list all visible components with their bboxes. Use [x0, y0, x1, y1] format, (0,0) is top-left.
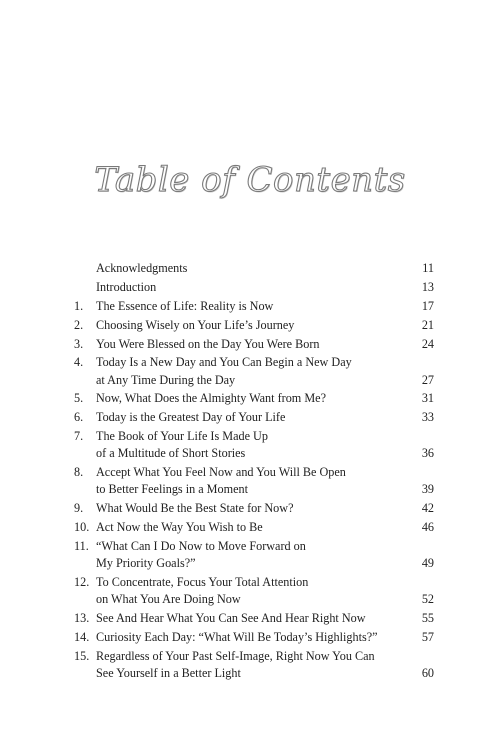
toc-entry	[74, 279, 434, 296]
toc-entry-page-number: 42	[421, 501, 434, 516]
toc-entry-number: 9.	[74, 501, 84, 516]
toc-entry-number: 3.	[74, 336, 84, 351]
toc-entry-page-number: 31	[421, 391, 434, 406]
toc-entry-title	[96, 574, 406, 608]
toc-entry-title	[96, 317, 406, 334]
toc-entry-page-number: 17	[421, 298, 434, 313]
toc-entry-page-number: 24	[421, 336, 434, 351]
toc-entry-page-number: 33	[421, 410, 434, 425]
toc-entry-title-line: on What You Are Doing Now	[96, 592, 241, 607]
toc-entry-title-line: See Yourself in a Better Light	[96, 665, 241, 680]
toc-entry-title-line: Choosing Wisely on Your Life’s Journey	[96, 317, 295, 332]
toc-entry-number: 14.	[74, 629, 90, 644]
toc-entry-number: 10.	[74, 520, 90, 535]
toc-entry-title-line: of a Multitude of Short Stories	[96, 446, 246, 461]
toc-entry-number: 5.	[74, 391, 84, 406]
toc-entry-title-line: Introduction	[96, 279, 157, 294]
toc-entry	[74, 610, 434, 627]
toc-entry-page-number: 60	[421, 665, 434, 680]
toc-entry-title	[96, 538, 406, 572]
toc-entry	[74, 428, 434, 462]
toc-entry-title	[96, 610, 406, 627]
toc-entry-number: 7.	[74, 429, 84, 444]
toc-entry-page-number: 36	[421, 446, 434, 461]
toc-entry-page-number: 49	[421, 556, 434, 571]
toc-entry	[74, 298, 434, 315]
toc-entry-title	[96, 648, 406, 682]
toc-entry-page-number: 11	[422, 261, 434, 275]
toc-entry	[74, 336, 434, 353]
toc-entry-number: 15.	[74, 648, 90, 663]
toc-entry-title	[96, 409, 406, 426]
toc-entry-title-line: Now, What Does the Almighty Want from Me?	[96, 391, 326, 406]
toc-entry-page-number: 52	[421, 592, 434, 607]
toc-entry-number: 1.	[74, 298, 84, 313]
page-title: Table of Contents	[94, 160, 406, 200]
toc-entry-number: 4.	[74, 355, 84, 370]
toc-entry	[74, 538, 434, 572]
toc-entry-title-line: You Were Blessed on the Day You Were Born	[96, 336, 320, 351]
toc-entry-number: 11.	[74, 538, 89, 553]
toc-entry-title	[96, 354, 406, 388]
toc-entry-page-number: 21	[421, 317, 434, 332]
toc-entry-number: 2.	[74, 317, 84, 332]
toc-entry-title-line: To Concentrate, Focus Your Total Attention	[96, 574, 309, 589]
toc-entry-title-line: What Would Be the Best State for Now?	[96, 501, 294, 516]
toc-entry-title	[96, 428, 406, 462]
table-of-contents-list	[74, 260, 434, 682]
toc-entry-title-line: Today is the Greatest Day of Your Life	[96, 410, 286, 425]
toc-entry-title	[96, 390, 406, 407]
toc-entry-title	[96, 629, 406, 646]
toc-entry-title-line: Today Is a New Day and You Can Begin a New Day	[96, 355, 352, 370]
toc-entry-page-number: 55	[421, 610, 434, 625]
toc-entry-title-line: Regardless of Your Past Self-Image, Right Now You Can	[96, 648, 375, 663]
toc-entry-title-line: See And Hear What You Can See And Hear Right Now	[96, 610, 366, 625]
toc-entry-number: 13.	[74, 610, 90, 625]
toc-entry	[74, 500, 434, 517]
toc-entry-title-line: My Priority Goals?”	[96, 556, 196, 571]
toc-entry	[74, 648, 434, 682]
toc-entry-title-line: Curiosity Each Day: “What Will Be Today’s Highlights?”	[96, 629, 378, 644]
toc-entry	[74, 390, 434, 407]
toc-entry-title-line: Accept What You Feel Now and You Will Be Open	[96, 465, 346, 480]
toc-entry-title	[96, 279, 406, 296]
toc-entry	[74, 629, 434, 646]
toc-entry-page-number: 13	[421, 279, 434, 294]
toc-entry	[74, 354, 434, 388]
toc-entry-title	[96, 519, 406, 536]
toc-entry-page-number: 39	[421, 482, 434, 497]
toc-entry-title	[96, 500, 406, 517]
toc-entry	[74, 574, 434, 608]
toc-entry-number: 12.	[74, 574, 90, 589]
toc-entry-title-line: “What Can I Do Now to Move Forward on	[96, 538, 306, 553]
toc-entry-number: 6.	[74, 410, 84, 425]
toc-entry-title	[96, 336, 406, 353]
toc-entry-title-line: at Any Time During the Day	[96, 372, 236, 387]
toc-entry	[74, 317, 434, 334]
toc-entry-title-line: The Essence of Life: Reality is Now	[96, 298, 274, 313]
toc-entry-number: 8.	[74, 465, 84, 480]
toc-entry-page-number: 27	[421, 372, 434, 387]
toc-entry	[74, 519, 434, 536]
toc-entry-page-number: 46	[421, 520, 434, 535]
toc-entry-title	[96, 298, 406, 315]
toc-entry-page-number: 57	[421, 629, 434, 644]
toc-entry-title-line: The Book of Your Life Is Made Up	[96, 429, 268, 444]
toc-entry	[74, 409, 434, 426]
toc-entry-title	[96, 260, 406, 277]
toc-entry-title-line: Acknowledgments	[96, 261, 188, 275]
toc-entry	[74, 464, 434, 498]
toc-entry-title-line: Act Now the Way You Wish to Be	[96, 520, 263, 535]
toc-entry	[74, 260, 434, 277]
toc-entry-title-line: to Better Feelings in a Moment	[96, 482, 248, 497]
toc-entry-title	[96, 464, 406, 498]
